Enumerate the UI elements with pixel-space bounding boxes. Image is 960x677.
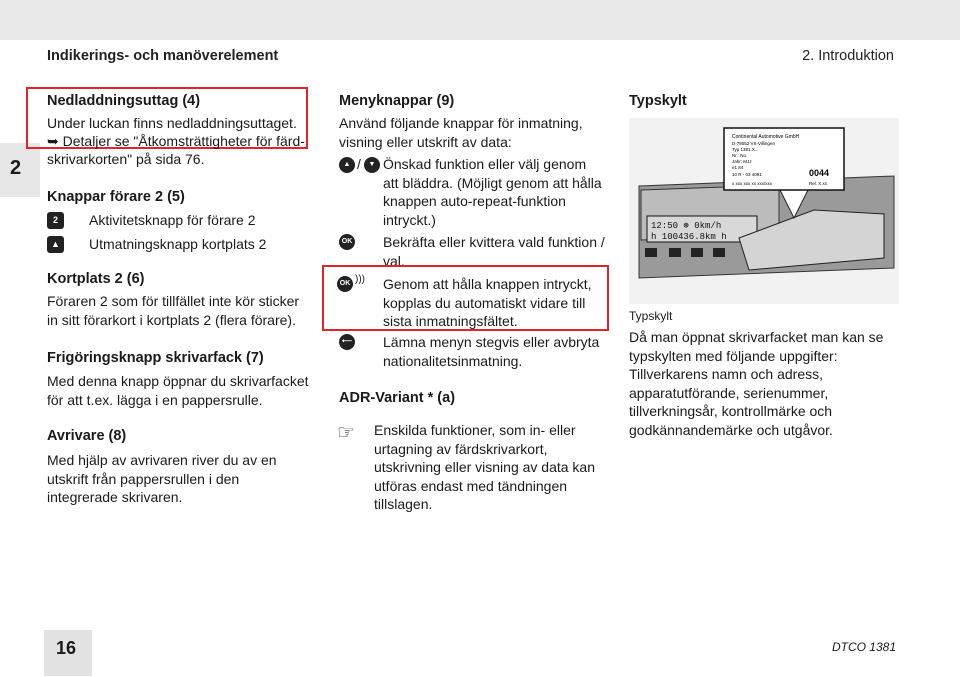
header-left: Indikerings- och manöverelement (47, 48, 279, 64)
display-line2: h 100436.8km h (651, 232, 727, 242)
row1-separator: / (357, 156, 361, 172)
nedladd-title: Nedladdningsuttag (4) (47, 93, 201, 109)
nedladd-line1: Under luckan finns nedladdningsuttaget. (47, 115, 297, 131)
page-number: 16 (56, 638, 77, 658)
row2-text: Bekräfta eller kvittera vald funktion / val. (383, 234, 605, 269)
nedladd-line3: skrivarkorten" på sida 76. (47, 151, 205, 167)
eject-key-icon: ▲ (47, 236, 64, 253)
ok-key-icon: OK (339, 234, 355, 250)
knappar-title: Knappar förare 2 (5) (47, 189, 185, 205)
footer-product: DTCO 1381 (831, 640, 896, 654)
plate-typ: Typ 1381.X... (732, 147, 759, 152)
device-key-3 (691, 248, 703, 257)
typ-text: Då man öppnat skrivarfacket man kan se typskylten med följande uppgifter: Tillverkarens namn och adress, apparatutförande, serienummer, tillverkningsår, kontrollmärke och godkännandemärke och utgåvor. (629, 329, 884, 438)
knapp1-text: Aktivitetsknapp för förare 2 (89, 212, 256, 228)
tachograph-illustration (629, 118, 899, 304)
knapp2-text: Utmatningsknapp kortplats 2 (89, 236, 267, 252)
meny-title: Menyknappar (9) (339, 93, 455, 109)
arrow-down-key-icon: ▼ (364, 157, 380, 173)
driver2-activity-key-icon: 2 (47, 212, 64, 229)
illustration-caption: Typskylt (629, 309, 673, 323)
device-key-4 (713, 248, 725, 257)
plate-addr: D-78052 VS-Villingen (732, 141, 775, 146)
kortplats-text: Föraren 2 som för tillfället inte kör sticker in sitt förarkort i kortplats 2 (flera förare). (47, 293, 300, 328)
meny-intro: Använd följande knappar för inmatning, visning eller utskrift av data: (339, 115, 583, 150)
page-number-box (44, 630, 92, 676)
kortplats-title: Kortplats 2 (6) (47, 271, 145, 287)
row1-text: Önskad funktion eller välj genom att bläddra. (Möjligt genom att hålla knappen auto-repeat-funktion intryckt.) (383, 156, 602, 228)
plate-nr: Nr.: No. (732, 153, 748, 158)
plate-code: x xxx xxx xx xxx/xxx (732, 181, 773, 186)
nedladd-line2: ➥ Detaljer se "Åtkomsträttigheter för färd- (47, 133, 305, 149)
plate-approval: 10 R - 03 4091 (732, 172, 762, 177)
hand-pointer-icon: ☞ (337, 422, 355, 444)
adr-text: Enskilda funktioner, som in- eller urtagning av färdskrivarkort, utskrivning eller visning av data kan utföras endast med tändningen tillslagen. (374, 422, 596, 512)
ok-hold-key-icon: OK (337, 276, 353, 292)
header-right: 2. Introduktion (802, 48, 894, 64)
top-band (0, 0, 960, 40)
row4-text: Lämna menyn stegvis eller avbryta nationalitetsinmatning. (383, 334, 600, 369)
avrivare-title: Avrivare (8) (47, 428, 127, 444)
avrivare-text: Med hjälp av avrivaren river du av en utskrift från pappersrullen i den integrerade skrivaren. (47, 452, 277, 505)
arrow-up-key-icon: ▲ (339, 157, 355, 173)
display-line1: 12:50 ⊛ 0km/h (651, 221, 722, 231)
device-key-2 (669, 248, 681, 257)
plate-rel: Rel. X.xx (809, 181, 828, 186)
frigor-title: Frigöringsknapp skrivarfack (7) (47, 350, 264, 366)
plate-num: 0044 (809, 168, 830, 178)
device-key-1 (645, 248, 657, 257)
chapter-number: 2 (10, 157, 22, 179)
frigor-text: Med denna knapp öppnar du skrivarfacket för att t.ex. lägga i en pappersrulle. (47, 373, 309, 408)
adr-title: ADR-Variant * (a) (339, 390, 456, 406)
typ-title: Typskylt (629, 93, 687, 109)
plate-maker: Continental Automotive GmbH (732, 134, 800, 140)
row3-text: Genom att hålla knappen intryckt, kopplas du automatiskt vidare till sista inmatningsfältet. (383, 276, 592, 329)
plate-e1: e1 84 (732, 165, 744, 170)
plate-jahr: Jahr: MJJ (732, 159, 752, 164)
hold-waves-icon: ))) (355, 274, 365, 285)
back-key-icon: ⟵ (339, 334, 355, 350)
chapter-tab (0, 143, 40, 197)
